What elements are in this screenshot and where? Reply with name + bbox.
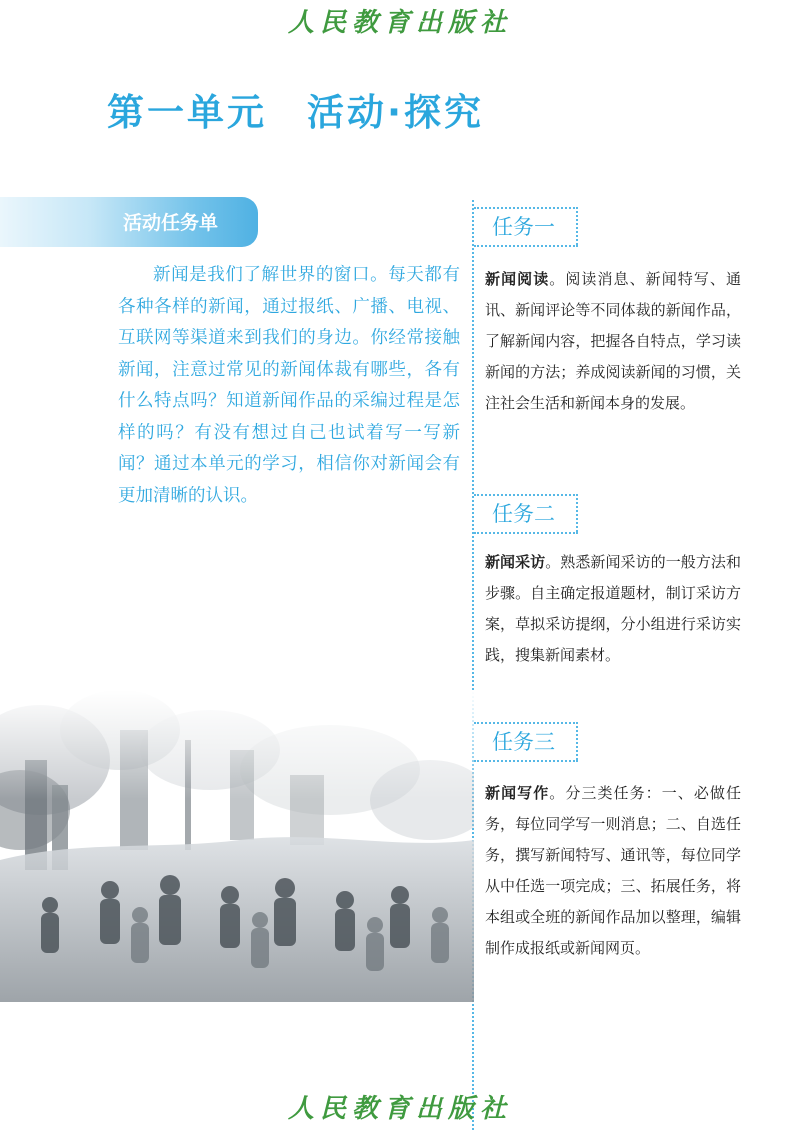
task-1-text: 。阅读消息、新闻特写、通讯、新闻评论等不同体裁的新闻作品，了解新闻内容，把握各自特点，学习读新闻的方法；养成阅读新闻的习惯，关注社会生活和新闻本身的发展。 <box>485 270 741 412</box>
task-1-label: 任务一 <box>492 215 555 239</box>
page-title: 第一单元 活动·探究 <box>107 91 485 134</box>
task-card-label: 活动任务单 <box>123 212 219 234</box>
publisher-logo-top: 人民教育出版社 <box>287 8 512 38</box>
task-2-header <box>474 484 578 530</box>
task-2-text: 。熟悉新闻采访的一般方法和步骤。自主确定报道题材，制订采访方案，草拟采访提纲，分小组进行采访实践，搜集新闻素材。 <box>485 553 741 664</box>
task-card-intro: 新闻是我们了解世界的窗口。每天都有各种各样的新闻，通过报纸、广播、电视、互联网等渠道来到我们的身边。你经常接触新闻，注意过常见的新闻体裁有哪些，各有什么特点吗？知道新闻作品的采编过程是怎样的吗？有没有想过自己也试着写一写新闻？通过本单元的学习，相信你对新闻会有更加清晰的认识。 <box>118 265 460 506</box>
task-3-label: 任务三 <box>492 730 555 754</box>
task-3-title: 新闻写作 <box>485 784 550 802</box>
task-card-banner <box>0 197 258 247</box>
task-2-title: 新闻采访 <box>485 553 546 571</box>
task-2-body <box>485 547 741 671</box>
task-1-body <box>485 264 741 419</box>
publisher-logo-bottom: 人民教育出版社 <box>287 1094 512 1124</box>
task-1-header <box>474 197 578 243</box>
task-3-body <box>485 778 741 964</box>
task-3-header <box>474 712 578 758</box>
task-2-label: 任务二 <box>492 502 555 526</box>
task-3-text: 。分三类任务：一、必做任务，每位同学写一则消息；二、自选任务，撰写新闻特写、通讯等，每位同学从中任选一项完成；三、拓展任务，将本组或全班的新闻作品加以整理，编辑制作成报纸或新闻网页。 <box>485 784 741 957</box>
task-1-title: 新闻阅读 <box>485 270 550 288</box>
battlefield-illustration <box>0 690 474 1002</box>
